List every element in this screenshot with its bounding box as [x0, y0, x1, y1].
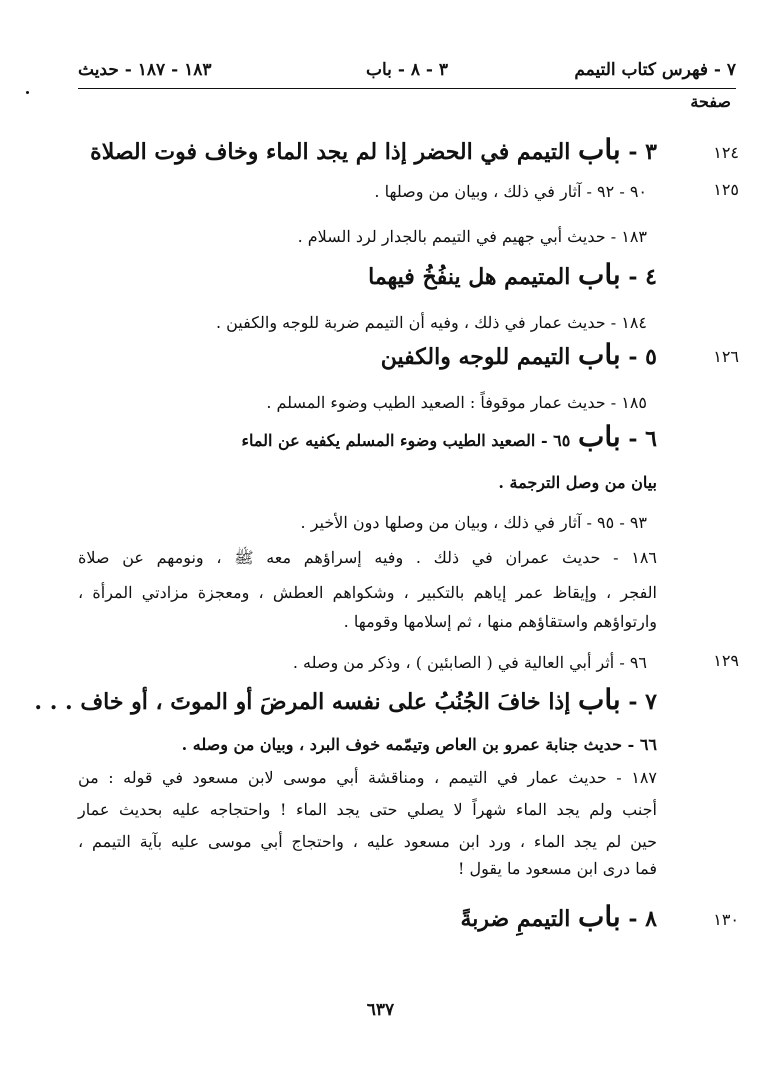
athar-line: ٦٦ - حديث جنابة عمرو بن العاص وتيمّمه خوف البرد ، وبيان من وصله .	[181, 735, 657, 754]
hadith-line: ١٨٥ - حديث عمار موقوفاً : الصعيد الطيب وضوء المسلم .	[266, 393, 647, 412]
page-number: ١٢٤	[713, 143, 739, 162]
hadith-paragraph-line: أجنب ولم يجد الماء شهراً لا يصلي حتى يجد الماء ! واحتجاجه عليه بحديث عمار	[78, 800, 657, 819]
header-hadith-range: ١٨٣ - ١٨٧ - حديث	[78, 60, 212, 80]
hadith-paragraph-line: الفجر ، وإيقاظ عمر إياهم بالتكبير ، وشكواهم العطش ، ومعجزة مزادتي المرأة ،	[78, 583, 657, 602]
page-number: ١٢٦	[713, 347, 739, 366]
hadith-paragraph-line: وارتواؤهم واستقاؤهم منها ، ثم إسلامها وقومها .	[343, 612, 657, 631]
bab-heading	[241, 420, 657, 453]
hadith-line: ١٨٣ - حديث أبي جهيم في التيمم بالجدار لرد السلام .	[297, 227, 647, 246]
bab-number: ٤ -	[628, 264, 657, 290]
athar-line: ٩٣ - ٩٥ - آثار في ذلك ، وبيان من وصلها دون الأخير .	[300, 513, 647, 532]
bab-word: باب	[578, 338, 621, 371]
bab-number: ٣ -	[628, 139, 657, 165]
bab-heading	[368, 258, 657, 291]
athar-line: ٩٠ - ٩٢ - آثار في ذلك ، وبيان من وصلها .	[374, 182, 647, 201]
header-chapter-title: ٧ - فهرس كتاب التيمم	[574, 60, 736, 80]
running-header	[78, 58, 736, 89]
folio-number: ٦٣٧	[366, 1000, 395, 1020]
bab-number: ٥ -	[628, 344, 657, 370]
bab-heading	[90, 133, 657, 166]
bab-title: التيمم في الحضر إذا لم يجد الماء وخاف فوت الصلاة	[90, 139, 571, 165]
hadith-line: ١٨٤ - حديث عمار في ذلك ، وفيه أن التيمم ضربة للوجه والكفين .	[215, 313, 647, 332]
bab-word: باب	[578, 683, 621, 716]
bab-word: باب	[578, 900, 621, 933]
bab-heading	[381, 338, 657, 371]
page-number: ١٢٩	[713, 651, 739, 670]
page-number: ١٢٥	[713, 180, 739, 199]
hadith-paragraph-line: ١٨٧ - حديث عمار في التيمم ، ومناقشة أبي موسى لابن مسعود في قوله : من	[78, 768, 657, 787]
hadith-paragraph-line: فما درى ابن مسعود ما يقول !	[457, 859, 657, 878]
page-number: ١٣٠	[713, 910, 739, 929]
margin-dot	[26, 91, 29, 94]
bab-heading	[460, 900, 657, 933]
bab-title: التيممِ ضربةً	[460, 906, 571, 932]
bab-number: ٧ -	[628, 689, 657, 715]
bab-heading	[34, 683, 657, 716]
hadith-paragraph-line: ١٨٦ - حديث عمران في ذلك . وفيه إسراؤهم معه ﷺ ، ونومهم عن صلاة	[78, 548, 657, 567]
hadith-paragraph-line: حين لم يجد الماء ، ورد ابن مسعود عليه ، واحتجاج أبي موسى عليه بآية التيمم ،	[78, 832, 657, 851]
bab-title: إذا خافَ الجُنُبُ على نفسه المرضَ أو الموتَ ، أو خاف . . .	[34, 689, 571, 715]
bab-title: المتيمم هل ينفُخُ فيهما	[368, 264, 571, 290]
bab-word: باب	[578, 133, 621, 166]
bab-number: ٨ -	[628, 906, 657, 932]
bab-number: ٦ -	[628, 426, 657, 452]
bab-word: باب	[578, 420, 621, 453]
bab-title: ٦٥ - الصعيد الطيب وضوء المسلم يكفيه عن الماء	[241, 431, 571, 450]
athar-line: ٩٦ - أثر أبي العالية في ( الصابئين ) ، وذكر من وصله .	[292, 653, 647, 672]
bab-title: التيمم للوجه والكفين	[380, 344, 571, 370]
header-bab-range: ٣ - ٨ - باب	[366, 60, 448, 80]
page-column-label: صفحة	[690, 92, 731, 111]
note-line: بيان من وصل الترجمة .	[498, 473, 657, 492]
bab-word: باب	[578, 258, 621, 291]
